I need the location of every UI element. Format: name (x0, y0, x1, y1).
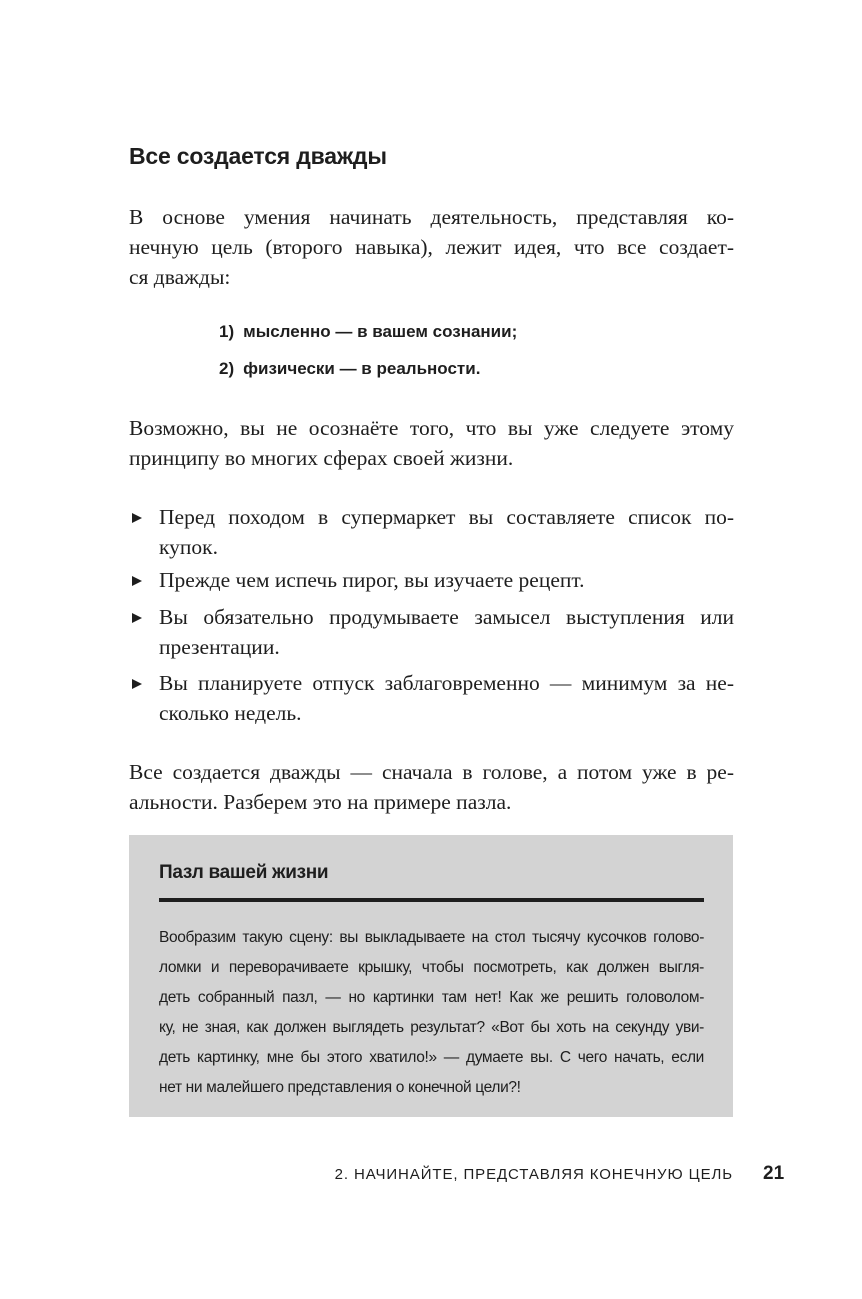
text-line: Перед походом в супермаркет вы составляете список по- (159, 505, 734, 529)
page-number: 21 (763, 1163, 785, 1184)
text-line: Все создается дважды — сначала в голове, а потом уже в ре- (129, 760, 734, 784)
triangle-bullet-icon (132, 576, 142, 586)
triangle-bullet-icon (132, 679, 142, 689)
text-line: ломки и переворачиваете крышку, чтобы посмотреть, как должен выгля- (159, 959, 704, 976)
text-line: Прежде чем испечь пирог, вы изучаете рецепт. (159, 568, 585, 592)
bullet-item (129, 668, 734, 728)
bullet-item (129, 602, 734, 662)
item-number: 1) (219, 322, 235, 341)
text-line: Возможно, вы не осознаёте того, что вы уже следуете этому (129, 416, 734, 440)
text-line: сколько недель. (159, 701, 302, 725)
principle-paragraph (129, 413, 734, 473)
text-line: В основе умения начинать деятельность, представляя ко- (129, 205, 734, 229)
section-heading: Все создается дважды (129, 143, 387, 169)
sidebar-box-title: Пазл вашей жизни (159, 862, 329, 883)
text-line: купок. (159, 535, 218, 559)
item-text: мысленно — в вашем сознании; (243, 322, 518, 341)
text-line: Вообразим такую сцену: вы выкладываете на стол тысячу кусочков голово- (159, 929, 704, 946)
triangle-bullet-icon (132, 613, 142, 623)
text-line: Вы обязательно продумываете замысел выступления или (159, 605, 734, 629)
text-line: принципу во многих сферах своей жизни. (129, 446, 514, 470)
item-text: физически — в реальности. (243, 359, 481, 378)
numbered-item (219, 322, 517, 342)
text-line: ся дважды: (129, 265, 231, 289)
sidebar-box-text (159, 923, 704, 1103)
sidebar-box (129, 835, 733, 1117)
bullet-item (129, 502, 734, 562)
title-divider (159, 898, 704, 902)
text-line: ку, не зная, как должен выглядеть результат? «Вот бы хоть на секунду уви- (159, 1019, 704, 1036)
text-line: нечную цель (второго навыка), лежит идея, что все создает- (129, 235, 734, 259)
bullet-text (159, 565, 734, 595)
bullet-item (129, 565, 734, 595)
text-line: деть собранный пазл, — но картинки там нет! Как же решить головолом- (159, 989, 704, 1006)
text-line: альности. Разберем это на примере пазла. (129, 790, 512, 814)
item-number: 2) (219, 359, 235, 378)
numbered-item (219, 359, 480, 379)
text-line: нет ни малейшего представления о конечной цели?! (159, 1079, 521, 1096)
bullet-text (159, 602, 734, 662)
bullet-text (159, 502, 734, 562)
bullet-text (159, 668, 734, 728)
running-footer: 2. НАЧИНАЙТЕ, ПРЕДСТАВЛЯЯ КОНЕЧНУЮ ЦЕЛЬ (334, 1166, 733, 1183)
text-line: Вы планируете отпуск заблаговременно — минимум за не- (159, 671, 734, 695)
conclusion-paragraph (129, 757, 734, 817)
intro-paragraph (129, 202, 734, 292)
text-line: деть картинку, мне бы этого хватило!» — думаете вы. С чего начать, если (159, 1049, 704, 1066)
triangle-bullet-icon (132, 513, 142, 523)
text-line: презентации. (159, 635, 280, 659)
